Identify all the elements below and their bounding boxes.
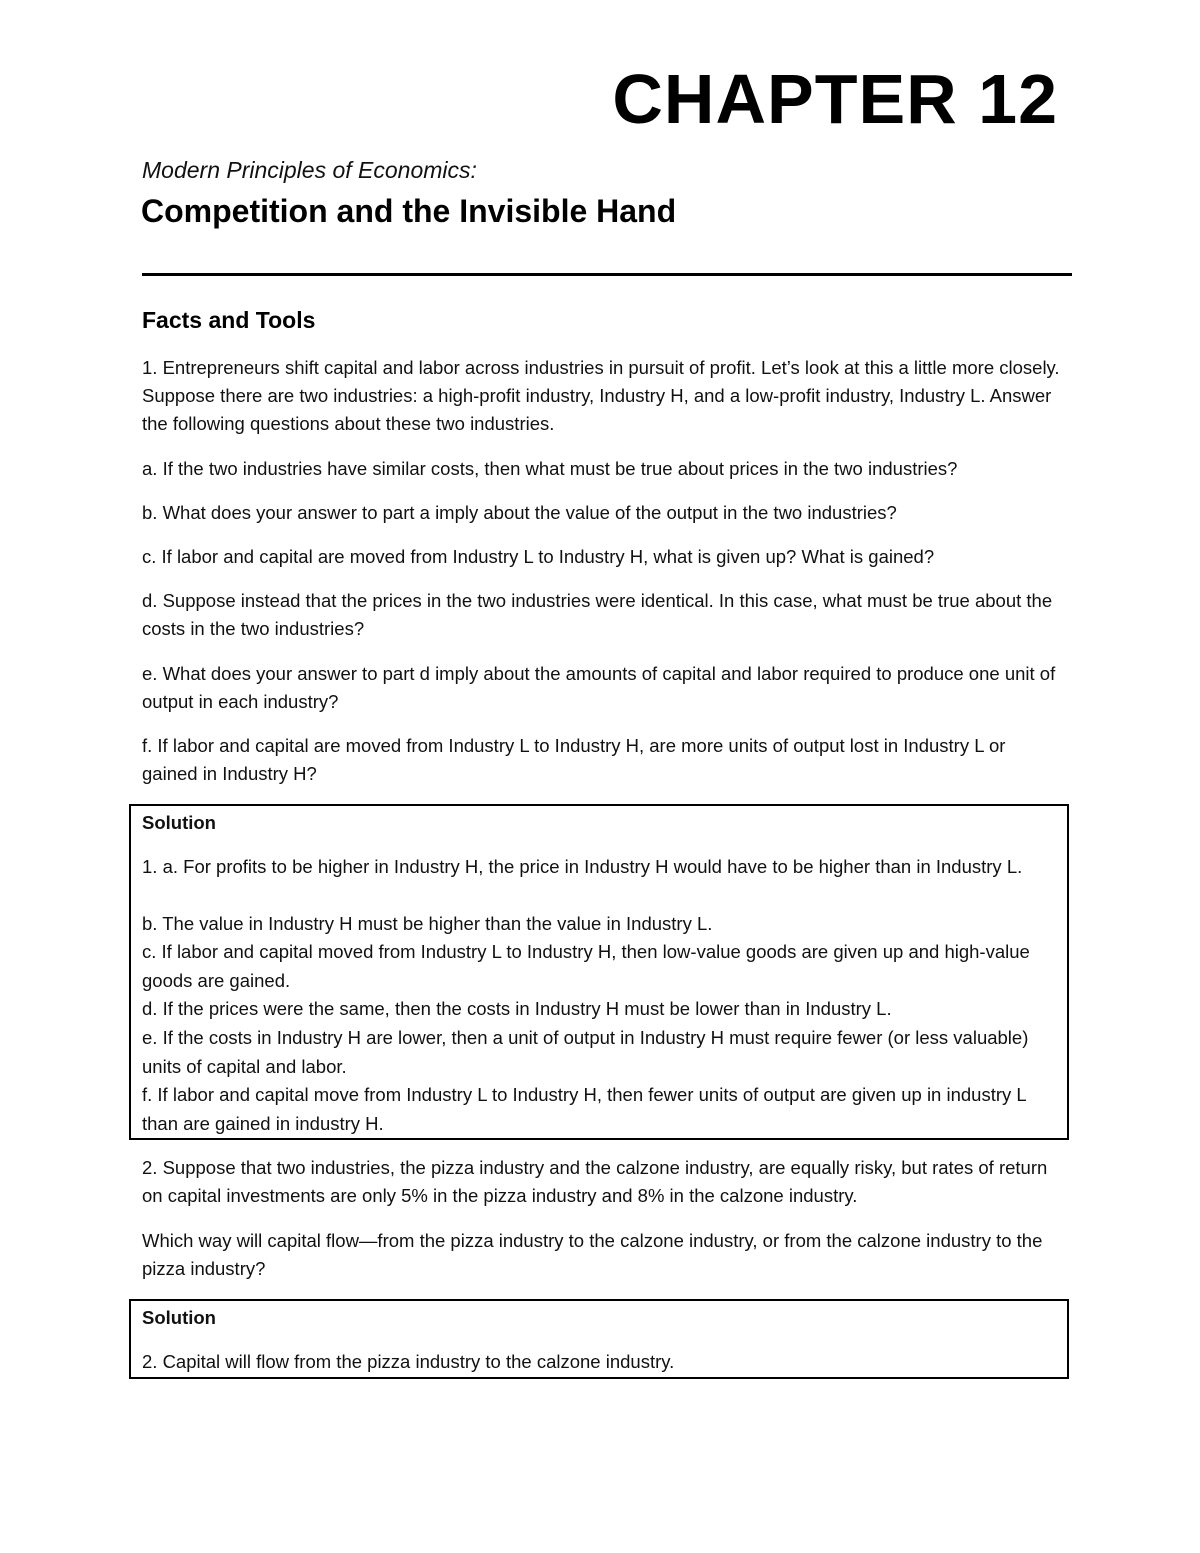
question-1f: f. If labor and capital are moved from Industry L to Industry H, are more units of output lost in Industry L or gained in Industry H? — [142, 735, 1006, 784]
solution-label: Solution — [142, 1307, 216, 1328]
solution-1f: f. If labor and capital move from Industry L to Industry H, then fewer units of output are given up in industry L than are gained in industry H. — [142, 1084, 1027, 1134]
question-1c: c. If labor and capital are moved from Industry L to Industry H, what is given up? What is gained? — [142, 546, 935, 567]
section-heading: Facts and Tools — [142, 307, 316, 333]
solution-1e: e. If the costs in Industry H are lower, then a unit of output in Industry H must require fewer (or less valuable) units of capital and labor. — [142, 1027, 1029, 1077]
solution-1d: d. If the prices were the same, then the costs in Industry H must be lower than in Industry L. — [142, 998, 892, 1019]
page-title: Competition and the Invisible Hand — [141, 193, 677, 229]
question-1-intro: 1. Entrepreneurs shift capital and labor across industries in pursuit of profit. Let’s look at this a little more closely. Suppose there are two industries: a high-profit industry, Industry H, and a low-profit industry, Industry L. Answer the following questions about these two industries. — [142, 357, 1060, 434]
question-2-prompt: Which way will capital flow—from the pizza industry to the calzone industry, or from the calzone industry to the pizza industry? — [142, 1230, 1043, 1279]
question-1a: a. If the two industries have similar costs, then what must be true about prices in the two industries? — [142, 458, 958, 479]
solution-1b: b. The value in Industry H must be higher than the value in Industry L. — [142, 913, 713, 934]
question-2: 2. Suppose that two industries, the pizza industry and the calzone industry, are equally risky, but rates of return on capital investments are only 5% in the pizza industry and 8% in the calzone industry. — [142, 1157, 1048, 1206]
chapter-heading: CHAPTER 12 — [612, 60, 1058, 138]
solution-label: Solution — [142, 812, 216, 833]
divider — [142, 273, 1072, 276]
solution-box-2 — [129, 1299, 1069, 1379]
solution-box-1 — [129, 804, 1069, 1140]
solution-1a: 1. a. For profits to be higher in Industry H, the price in Industry H would have to be higher than in Industry L. — [142, 856, 1023, 877]
solution-1c: c. If labor and capital moved from Industry L to Industry H, then low-value goods are given up and high-value goods are gained. — [142, 941, 1030, 991]
solution-2: 2. Capital will flow from the pizza industry to the calzone industry. — [142, 1351, 675, 1372]
question-1e: e. What does your answer to part d imply about the amounts of capital and labor required to produce one unit of output in each industry? — [142, 663, 1056, 712]
question-1b: b. What does your answer to part a imply about the value of the output in the two industries? — [142, 502, 897, 523]
book-title: Modern Principles of Economics: — [142, 157, 477, 183]
question-1d: d. Suppose instead that the prices in the two industries were identical. In this case, what must be true about the costs in the two industries? — [142, 590, 1053, 639]
